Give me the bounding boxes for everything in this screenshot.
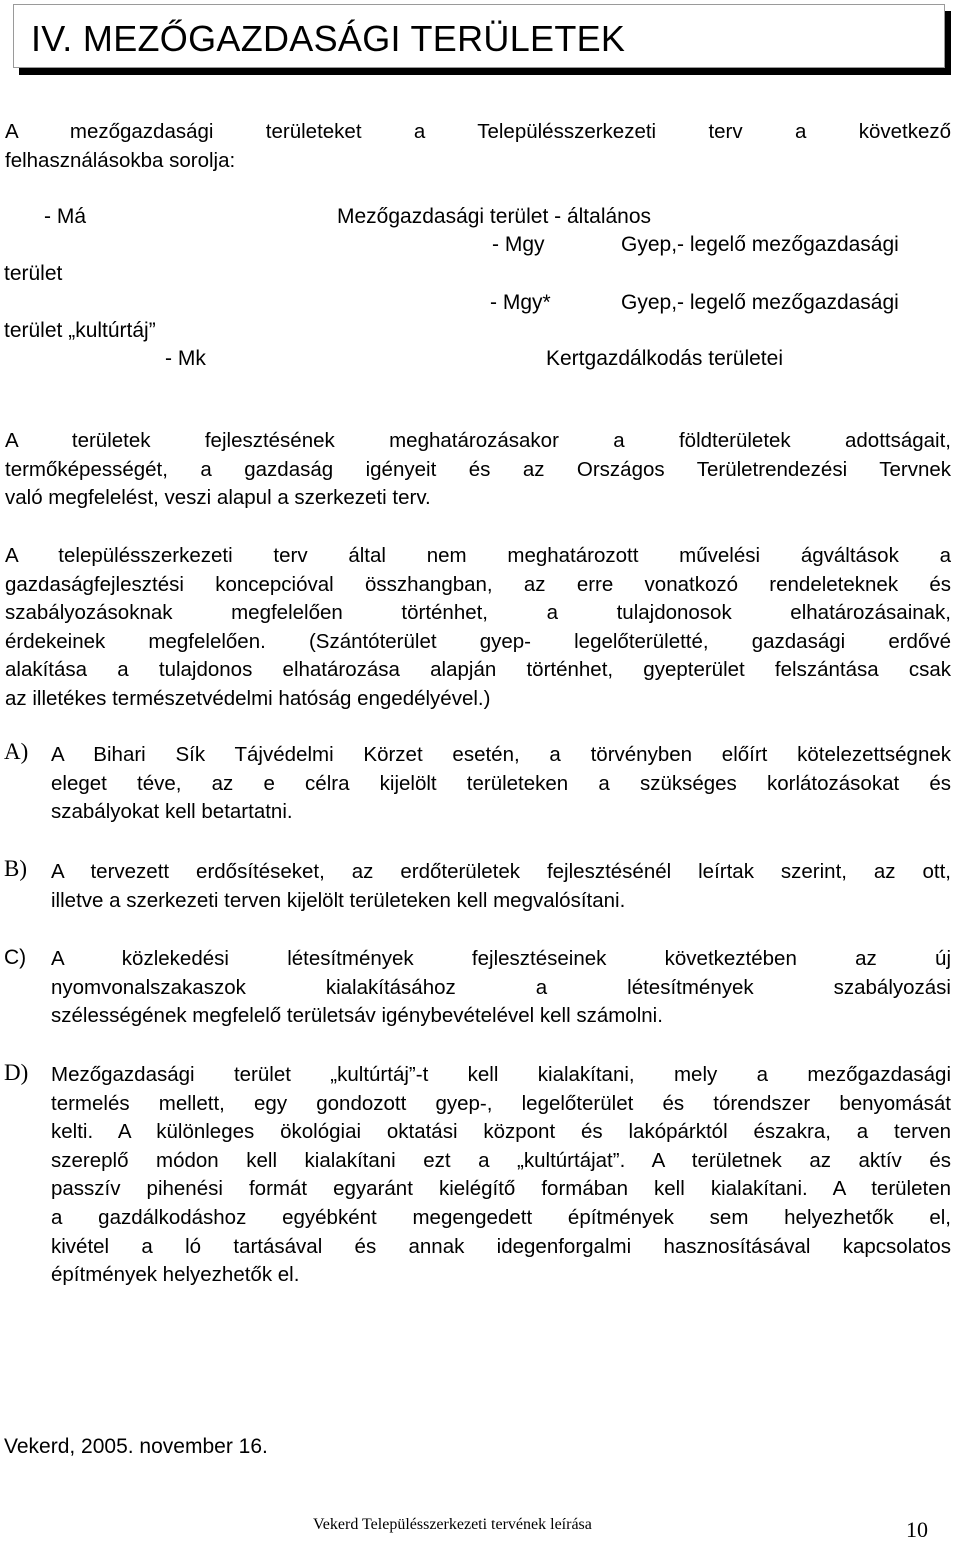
item-c-marker: C): [4, 946, 27, 969]
item-a-marker: A): [4, 739, 29, 764]
item-d-marker: D): [4, 1060, 29, 1085]
category-code-mgy: - Mgy: [492, 233, 545, 256]
category-desc-ma: Mezőgazdasági terület - általános: [337, 205, 652, 228]
footer-document-title: Vekerd Településszerkezeti tervének leírása: [313, 1516, 592, 1533]
chapter-title: IV. MEZŐGAZDASÁGI TERÜLETEK: [31, 18, 626, 59]
item-d-text: Mezőgazdasági terület „kultúrtáj”-t kell kialakítani, mely a mezőgazdasági termelés mellett, egy gondozott gyep-, legelőterület és tórendszer benyomását kelti. A különleges ökológiai oktatási központ és lakópárktól északra, a terven szereplő módon kell kialakítani ezt a „kultúrtájat”. A területnek az aktív és passzív pihenési formát egyaránt kielégítő formában kell kialakítani. A területen a gazdálkodáshoz egyébként megengedett építmények sem helyezhetők el, kivétel a ló tartásával és annak idegenforgalmi hasznosításával kapcsolatos építmények helyezhetők el.: [51, 1063, 951, 1287]
intro-paragraph: [5, 118, 951, 175]
paragraph-land-development: A területek fejlesztésének meghatározásakor a földterületek adottságait, termőképességét, a gazdaság igényeit és az Országos Területrendezési Tervnek való megfelelést, veszi alapul a szerkezeti terv.: [5, 429, 951, 510]
intro-line-2: felhasználásokba sorolja:: [5, 148, 236, 172]
item-a-text: A Bihari Sík Tájvédelmi Körzet esetén, a törvényben előírt kötelezettségnek eleget téve, az e célra kijelölt területeken a szükséges korlátozásokat és szabályokat kell betartatni.: [51, 743, 951, 824]
category-desc-mk: Kertgazdálkodás területei: [546, 347, 783, 370]
category-desc-mgystar: Gyep,- legelő mezőgazdasági: [621, 291, 899, 314]
item-b-marker: B): [4, 856, 27, 881]
category-desc-mgy-cont: terület: [4, 262, 63, 285]
category-desc-mgystar-cont: terület „kultúrtáj”: [4, 319, 156, 342]
category-code-mk: - Mk: [165, 347, 206, 370]
chapter-title-box: [13, 4, 945, 68]
page-number: 10: [906, 1517, 928, 1542]
paragraph-land-use-change: A településszerkezeti terv által nem meghatározott művelési ágváltások a gazdaságfejlesztési koncepcióval összhangban, az erre vonatkozó rendeleteknek és szabályozásoknak megfelelően történhet, a tulajdonosok elhatározásainak, érdekeinek megfelelően. (Szántóterület gyep- legelőterületté, gazdasági erdővé alakítása a tulajdonos elhatározása alapján történhet, gyepterület felszántása csak az illetékes természetvédelmi hatóság engedélyével.): [5, 544, 951, 710]
item-c-text: A közlekedési létesítmények fejlesztéseinek következtében az új nyomvonalszakaszok kialakításához a létesítmények szabályozási szélességének megfelelő területsáv igénybevételével kell számolni.: [51, 947, 951, 1028]
category-desc-mgy: Gyep,- legelő mezőgazdasági: [621, 233, 899, 256]
category-code-mgystar: - Mgy*: [490, 291, 551, 314]
intro-line-1: A mezőgazdasági területeket a Településszerkezeti terv a következő: [5, 120, 952, 143]
date-line: Vekerd, 2005. november 16.: [4, 1435, 268, 1458]
category-code-ma: - Má: [44, 205, 86, 228]
item-b-text: A tervezett erdősítéseket, az erdőterületek fejlesztésénél leírtak szerint, az ott, illetve a szerkezeti terven kijelölt területeken kell megvalósítani.: [51, 860, 951, 912]
